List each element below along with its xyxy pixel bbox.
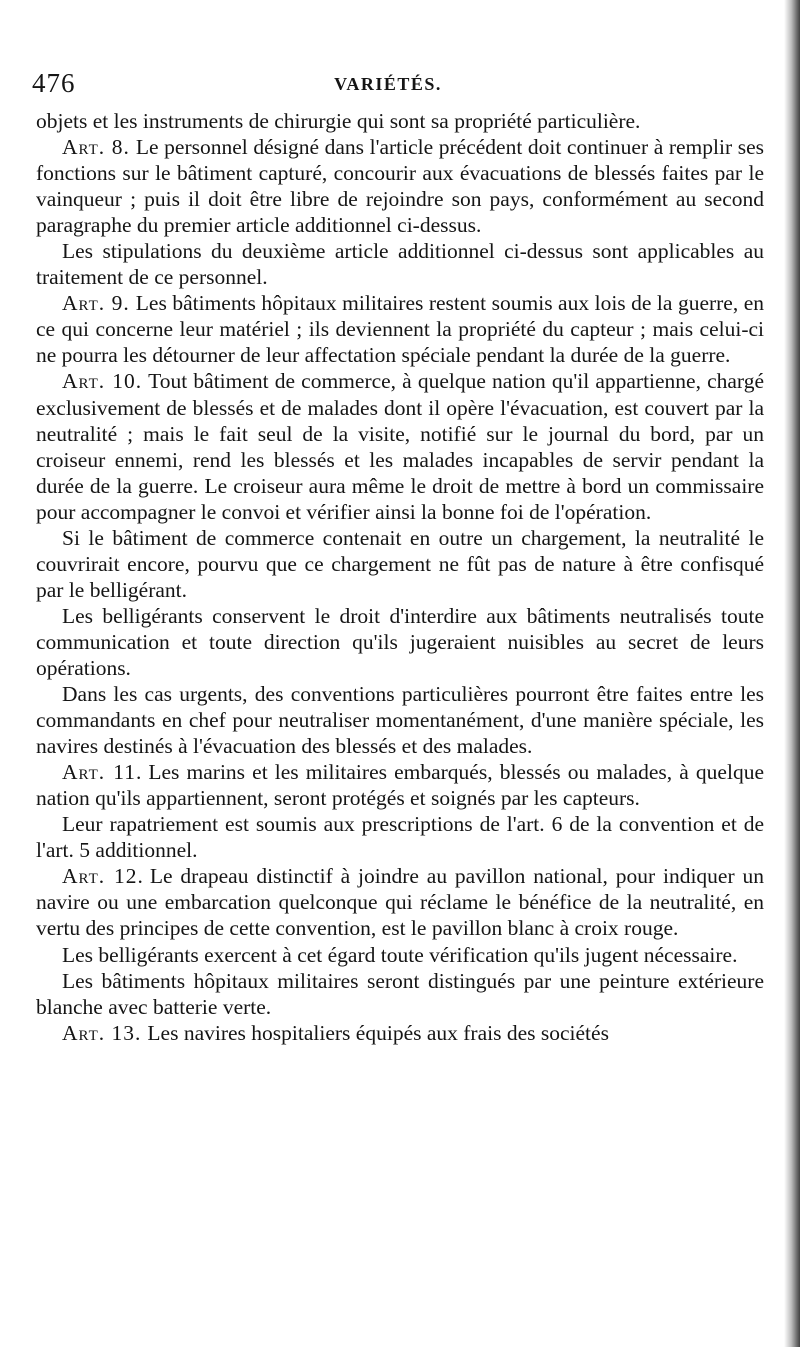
article-10 <box>36 368 764 524</box>
paragraph-continuation <box>36 108 764 134</box>
article-label: Art. 10. <box>62 369 143 394</box>
article-11 <box>36 759 764 811</box>
paragraph <box>36 942 764 968</box>
paragraph <box>36 968 764 1020</box>
paragraph <box>36 238 764 290</box>
paragraph <box>36 811 764 863</box>
paragraph-text: objets et les instruments de chirurgie qui sont sa propriété particulière. <box>36 109 641 133</box>
article-label: Art. 13. <box>62 1020 142 1045</box>
paragraph-text: Leur rapatriement est soumis aux prescriptions de l'art. 6 de la convention et de l'art. 5 additionnel. <box>36 812 764 863</box>
paragraph-text: Les marins et les militaires embarqués, blessés ou malades, à quelque nation qu'ils appartiennent, seront protégés et soignés par les capteurs. <box>36 760 764 811</box>
article-13 <box>36 1020 764 1046</box>
article-8 <box>36 134 764 238</box>
paragraph-text: Les navires hospitaliers équipés aux frais des sociétés <box>147 1020 609 1045</box>
paragraph <box>36 603 764 681</box>
paragraph <box>36 681 764 759</box>
article-label: Art. 9. <box>62 291 130 316</box>
paragraph-text: Dans les cas urgents, des conventions particulières pourront être faites entre les commandants en chef pour neutraliser momentanément, d'une manière spéciale, les navires destinés à l'évacuation des blessés et des malades. <box>36 682 764 759</box>
article-label: Art. 12. <box>62 864 144 889</box>
paragraph-text: Tout bâtiment de commerce, à quelque nation qu'il appartienne, chargé exclusivement de blessés et de malades dont il opère l'évacuation, est couvert par la neutralité ; mais le fait seul de la visite, notifié sur le journal du bord, par un croiseur ennemi, rend les blessés et les malades incapables de servir pendant la durée de la guerre. Le croiseur aura même le droit de mettre à bord un commissaire pour accompagner le convoi et vérifier ainsi la bonne foi de l'opération. <box>36 369 764 524</box>
paragraph-text: Les belligérants exercent à cet égard toute vérification qu'ils jugent nécessaire. <box>62 942 738 967</box>
paragraph <box>36 525 764 603</box>
paragraph-text: Les belligérants conservent le droit d'interdire aux bâtiments neutralisés toute communication et toute direction qu'ils jugeraient nuisibles au secret de leurs opérations. <box>36 603 764 680</box>
article-9 <box>36 290 764 368</box>
page-edge-shadow <box>784 0 800 1347</box>
paragraph-text: Le personnel désigné dans l'article précédent doit continuer à remplir ses fonctions sur le bâtiment capturé, concourir aux évacuations de blessés faites par le vainqueur ; puis il doit être libre de rejoindre son pays, conformément au second paragraphe du premier article additionnel ci-dessus. <box>36 135 764 238</box>
running-head: VARIÉTÉS. <box>334 74 442 94</box>
paragraph-text: Les bâtiments hôpitaux militaires restent soumis aux lois de la guerre, en ce qui concerne leur matériel ; ils deviennent la propriété du capteur ; mais celui-ci ne pourra les détourner de leur affectation spéciale pendant la durée de la guerre. <box>36 291 765 368</box>
article-label: Art. 11. <box>62 760 143 785</box>
paragraph-text: Les bâtiments hôpitaux militaires seront distingués par une peinture extérieure blanche avec batterie verte. <box>36 968 764 1019</box>
body-text <box>36 108 765 1046</box>
paragraph-text: Si le bâtiment de commerce contenait en outre un chargement, la neutralité le couvrirait encore, pourvu que ce chargement ne fût pas de nature à être confisqué par le belligérant. <box>36 525 764 602</box>
article-12 <box>36 863 764 941</box>
article-label: Art. 8. <box>62 135 130 160</box>
paragraph-text: Le drapeau distinctif à joindre au pavillon national, pour indiquer un navire ou une embarcation quelconque qui réclame le bénéfice de la neutralité, en vertu des principes de cette convention, est le pavillon blanc à croix rouge. <box>36 864 764 941</box>
page-number: 476 <box>32 68 76 98</box>
paragraph-text: Les stipulations du deuxième article additionnel ci-dessus sont applicables au traitement de ce personnel. <box>36 239 764 290</box>
page-header <box>32 68 744 102</box>
